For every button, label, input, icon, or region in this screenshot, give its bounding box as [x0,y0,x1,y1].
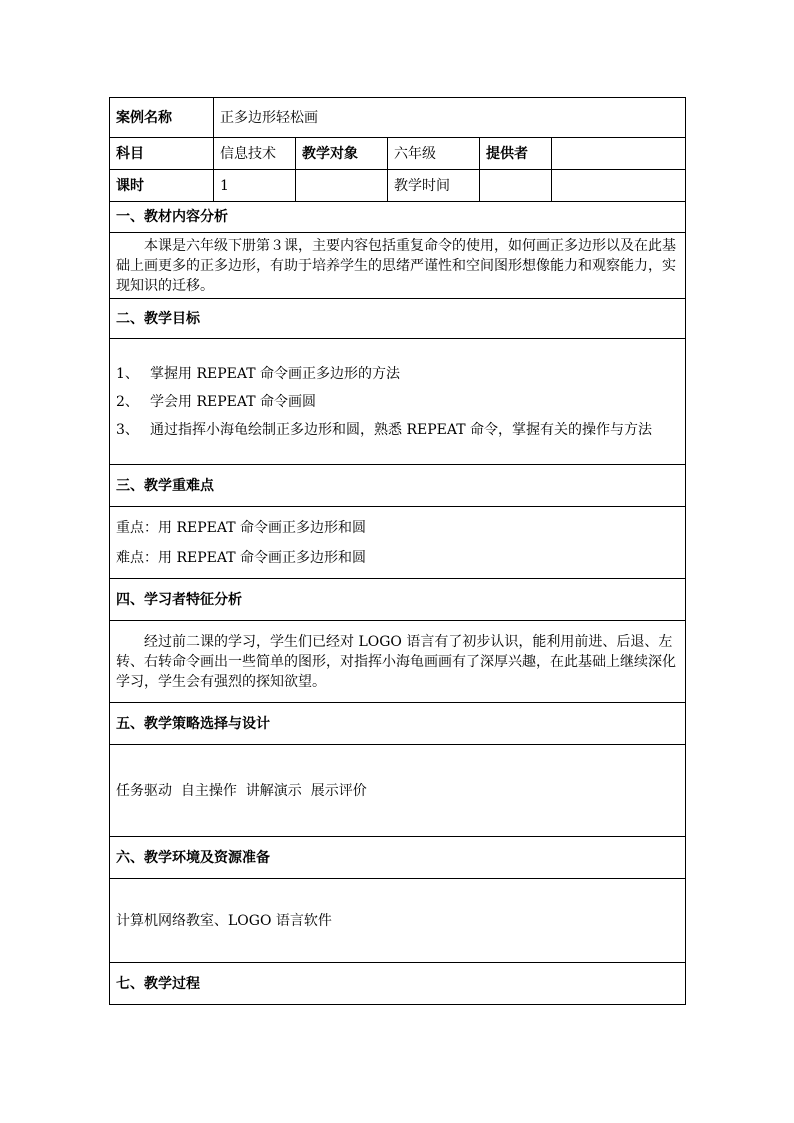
subject-row [110,138,686,170]
difficult-point: 难点：用 REPEAT 命令画正多边形和圆 [116,549,366,566]
goal-2-text: 学会用 REPEAT 命令画圆 [150,393,316,410]
time-value [480,170,552,202]
lesson-plan-table [109,97,686,1005]
section-4-title: 四、学习者特征分析 [110,579,686,621]
goal-3-number: 3、 [116,421,139,438]
section-7-title: 七、教学过程 [110,963,686,1005]
section-5-header-row [110,703,686,745]
section-7-header-row [110,963,686,1005]
section-5-body-row [110,745,686,837]
section-2-title: 二、教学目标 [110,299,686,339]
hours-row [110,170,686,202]
section-3-header-row [110,465,686,507]
case-name-row [110,98,686,138]
section-4-body-row [110,621,686,703]
section-2-body-cell [110,339,686,465]
provider-label: 提供者 [480,138,552,170]
hours-label: 课时 [110,170,214,202]
subject-label: 科目 [110,138,214,170]
section-2-body-row [110,339,686,465]
audience-label: 教学对象 [296,138,388,170]
goal-1-number: 1、 [116,365,139,382]
hours-value: 1 [214,170,296,202]
goal-item-3 [116,416,679,444]
section-1-body-row [110,233,686,299]
section-1-body: 本课是六年级下册第３课，主要内容包括重复命令的使用，如何画正多边形以及在此基础上画更多的正多边形，有助于培养学生的思绪严谨性和空间图形想像能力和观察能力，实现知识的迁移。 [116,237,676,294]
time-label: 教学时间 [388,170,480,202]
key-point: 重点：用 REPEAT 命令画正多边形和圆 [116,519,366,536]
case-name-label: 案例名称 [110,98,214,138]
subject-value: 信息技术 [214,138,296,170]
section-1-title: 一、教材内容分析 [110,202,686,233]
goal-item-1 [116,360,679,388]
section-6-header-row [110,837,686,879]
time-extra-cell [552,170,686,202]
section-3-body-row [110,507,686,579]
section-3-body-cell [110,507,686,579]
section-5-title: 五、教学策略选择与设计 [110,703,686,745]
goal-2-number: 2、 [116,393,139,410]
goal-item-2 [116,388,679,416]
case-name-value: 正多边形轻松画 [214,98,686,138]
audience-value: 六年级 [388,138,480,170]
section-5-body: 任务驱动 自主操作 讲解演示 展示评价 [110,745,686,837]
section-4-body-cell [110,621,686,703]
section-6-title: 六、教学环境及资源准备 [110,837,686,879]
section-1-header-row [110,202,686,233]
goal-1-text: 掌握用 REPEAT 命令画正多边形的方法 [150,365,400,382]
section-2-header-row [110,299,686,339]
hours-blank-cell [296,170,388,202]
section-1-body-cell [110,233,686,299]
section-3-title: 三、教学重难点 [110,465,686,507]
section-6-body-row [110,879,686,963]
section-4-body: 经过前二课的学习，学生们已经对 LOGO 语言有了初步认识，能利用前进、后退、左转、右转命令画出一些简单的图形，对指挥小海龟画画有了深厚兴趣，在此基础上继续深化学习，学生会有强烈的探知欲望。 [116,633,676,690]
provider-value [552,138,686,170]
goal-3-text: 通过指挥小海龟绘制正多边形和圆，熟悉 REPEAT 命令，掌握有关的操作与方法 [150,421,652,438]
section-4-header-row [110,579,686,621]
section-6-body: 计算机网络教室、LOGO 语言软件 [110,879,686,963]
